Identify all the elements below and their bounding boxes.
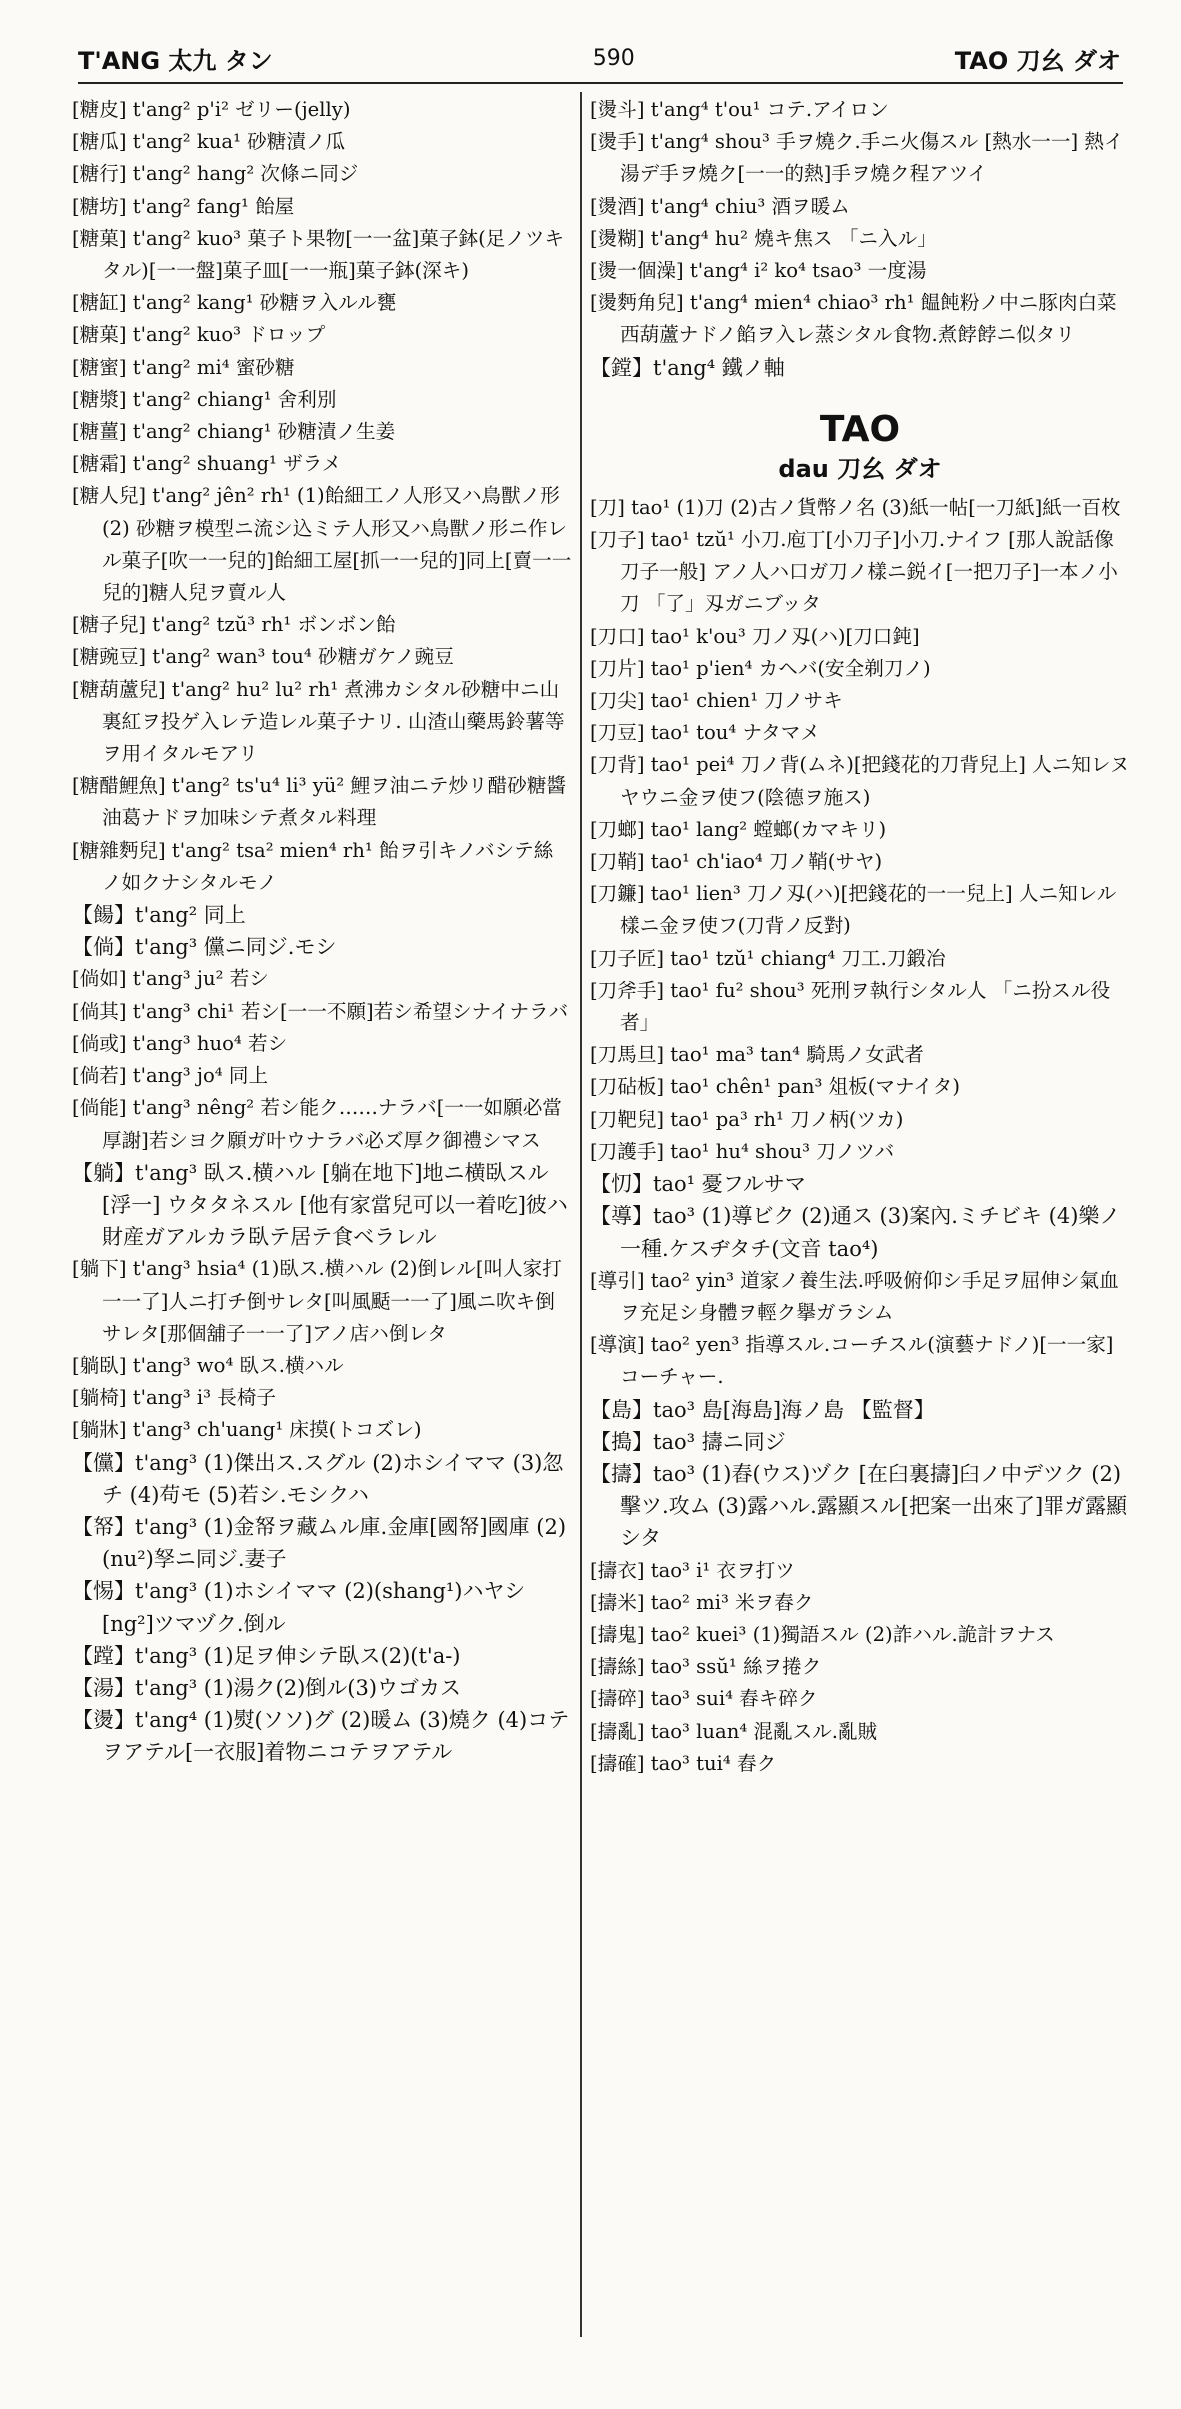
dictionary-entry: 【躺】t'ang³ 臥ス.横ハル [躺在地下]地ニ横臥スル [浮一] ウタタネスル [他有家當兒可以一着吃]彼ハ財産ガアルカラ臥テ居テ食ベラレル bbox=[72, 1160, 568, 1250]
dictionary-entry: [糖坊] t'ang² fang¹ 飴屋 bbox=[72, 194, 295, 218]
dictionary-entry: [刀] tao¹ (1)刀 (2)古ノ貨幣ノ名 (3)紙一帖[一刀紙]紙一百枚 bbox=[590, 495, 1121, 519]
dictionary-entry: [糖蜜] t'ang² mi⁴ 蜜砂糖 bbox=[72, 355, 295, 379]
dictionary-entry: [擣碎] tao³ sui⁴ 舂キ碎ク bbox=[590, 1687, 818, 1711]
dictionary-entry: 【鏜】t'ang⁴ 鐵ノ軸 bbox=[590, 355, 785, 380]
dictionary-entry: [刀鐮] tao¹ lien³ 刀ノ刄(ハ)[把錢花的一一兒上] 人ニ知レル樣ニ金ヲ使フ(刀背ノ反對) bbox=[590, 882, 1117, 938]
dictionary-entry: [糖行] t'ang² hang² 次條ニ同ジ bbox=[72, 162, 359, 186]
header-left: T'ANG 太九 タン bbox=[78, 46, 273, 75]
dictionary-entry: [擣確] tao³ tui⁴ 舂ク bbox=[590, 1751, 777, 1775]
dictionary-entry: [倘如] t'ang³ ju² 若シ bbox=[72, 967, 269, 991]
header-right: TAO 刀幺 ダオ bbox=[954, 46, 1121, 75]
dictionary-entry: [刀豆] tao¹ tou⁴ ナタマメ bbox=[590, 721, 820, 745]
dictionary-entry: [糖子兒] t'ang² tzŭ³ rh¹ ボンボン飴 bbox=[72, 613, 396, 637]
dictionary-entry: [擣衣] tao³ i¹ 衣ヲ打ツ bbox=[590, 1558, 795, 1582]
dictionary-entry: [燙糊] t'ang⁴ hu² 燒キ焦ス 「ニ入ル」 bbox=[590, 226, 937, 250]
dictionary-entry: [糖醋鯉魚] t'ang² ts'u⁴ li³ yü² 鯉ヲ油ニテ炒リ醋砂糖醬油葛ナドヲ加味シテ煮タル料理 bbox=[72, 774, 567, 830]
dictionary-entry: [糖瓜] t'ang² kua¹ 砂糖漬ノ瓜 bbox=[72, 130, 346, 154]
dictionary-entry: 【倘】t'ang³ 儻ニ同ジ.モシ bbox=[72, 935, 337, 960]
dictionary-entry: 【蹚】t'ang³ (1)足ヲ伸シテ臥ス(2)(t'a-) bbox=[72, 1643, 461, 1668]
dictionary-entry: [刀砧板] tao¹ chên¹ pan³ 俎板(マナイタ) bbox=[590, 1075, 961, 1099]
dictionary-entry: 【燙】t'ang⁴ (1)熨(ソソ)グ (2)暖ム (3)燒ク (4)コテヲアテル[一衣服]着物ニコテヲアテル bbox=[72, 1708, 570, 1765]
dictionary-entry: [燙麪角兒] t'ang⁴ mien⁴ chiao³ rh¹ 饂飩粉ノ中ニ豚肉白菜西葫蘆ナドノ餡ヲ入レ蒸シタル食物.煮餑餑ニ似タリ bbox=[590, 291, 1117, 347]
dictionary-entry: [刀尖] tao¹ chien¹ 刀ノサキ bbox=[590, 689, 843, 713]
dictionary-entry: [燙斗] t'ang⁴ t'ou¹ コテ.アイロン bbox=[590, 98, 889, 121]
dictionary-entry: [倘若] t'ang³ jo⁴ 同上 bbox=[72, 1064, 269, 1088]
dictionary-entry: [燙一個澡] t'ang⁴ i² ko⁴ tsao³ 一度湯 bbox=[590, 259, 927, 283]
dictionary-entry: [擣鬼] tao² kuei³ (1)獨語スル (2)詐ハル.詭計ヲナス bbox=[590, 1622, 1055, 1646]
dictionary-entry: [躺下] t'ang³ hsia⁴ (1)臥ス.横ハル (2)倒レル[叫人家打一一了]人ニ打チ倒サレタ[叫風颳一一了]風ニ吹キ倒サレタ[那個舖子一一了]アノ店ハ倒レタ bbox=[72, 1257, 562, 1345]
dictionary-entry: [燙酒] t'ang⁴ chiu³ 酒ヲ暖ム bbox=[590, 194, 850, 218]
dictionary-entry: [倘能] t'ang³ nêng² 若シ能ク……ナラバ[一一如願必當厚謝]若シヨク願ガ叶ウナラバ必ズ厚ク御禮シマス bbox=[72, 1096, 562, 1152]
left-column bbox=[72, 94, 572, 1769]
dictionary-entry: 【擣】tao³ (1)舂(ウス)ヅク [在臼裏擣]臼ノ中デツク (2)擊ツ.攻ム (3)露ハル.露顯スル[把案一出來了]罪ガ露顯シタ bbox=[590, 1461, 1128, 1551]
dictionary-entry: [糖缸] t'ang² kang¹ 砂糖ヲ入ルル甕 bbox=[72, 291, 397, 315]
column-divider bbox=[580, 92, 582, 2337]
dictionary-entry: [糖漿] t'ang² chiang¹ 舍利別 bbox=[72, 387, 337, 411]
page-number: 590 bbox=[592, 45, 635, 71]
dictionary-entry: [糖菓] t'ang² kuo³ 菓子ト果物[一一盆]菓子鉢(足ノツキタル)[一一盤]菓子皿[一一瓶]菓子鉢(深キ) bbox=[72, 226, 565, 283]
dictionary-entry: 【餳】t'ang² 同上 bbox=[72, 903, 246, 928]
dictionary-entry: [刀子匠] tao¹ tzŭ¹ chiang⁴ 刀工.刀鍛冶 bbox=[590, 946, 946, 970]
dictionary-entry: [糖薑] t'ang² chiang¹ 砂糖漬ノ生姜 bbox=[72, 420, 396, 444]
dictionary-entry: 【儻】t'ang³ (1)傑出ス.スグル (2)ホシイママ (3)忽チ (4)苟モ (5)若シ.モシクハ bbox=[72, 1450, 564, 1507]
dictionary-entry: [躺臥] t'ang³ wo⁴ 臥ス.横ハル bbox=[72, 1353, 344, 1377]
dictionary-entry: 【導】tao³ (1)導ビク (2)通ス (3)案內.ミチビキ (4)樂ノ一種.ケスヂタチ(文音 tao⁴) bbox=[590, 1204, 1121, 1261]
dictionary-entry: [糖人兒] t'ang² jên² rh¹ (1)飴細工ノ人形又ハ鳥獸ノ形 (2) 砂糖ヲ模型ニ流シ込ミテ人形又ハ鳥獸ノ形ニ作レル菓子[吹一一兒的]飴細工屋[抓一一兒的]同上[賣一一兒的]糖人兒ヲ賣ル人 bbox=[72, 484, 572, 605]
dictionary-entry: [導演] tao² yen³ 指導スル.コーチスル(演藝ナドノ)[一一家] コーチャー. bbox=[590, 1333, 1114, 1389]
dictionary-entry: 【搗】tao³ 擣ニ同ジ bbox=[590, 1429, 786, 1454]
dictionary-entry: [擣米] tao² mi³ 米ヲ舂ク bbox=[590, 1590, 814, 1614]
dictionary-entry: 【島】tao³ 島[海島]海ノ島 【監督】 bbox=[590, 1397, 935, 1422]
dictionary-entry: [倘其] t'ang³ chi¹ 若シ[一一不願]若シ希望シナイナラバ bbox=[72, 999, 569, 1023]
dictionary-entry: [刀靶兒] tao¹ pa³ rh¹ 刀ノ柄(ツカ) bbox=[590, 1107, 904, 1131]
header-rule bbox=[78, 82, 1123, 84]
section-title: TAO bbox=[819, 408, 901, 450]
dictionary-entry: [刀馬旦] tao¹ ma³ tan⁴ 騎馬ノ女武者 bbox=[590, 1043, 924, 1067]
dictionary-entry: [倘或] t'ang³ huo⁴ 若シ bbox=[72, 1031, 288, 1055]
section-subtitle: dau 刀幺 ダオ bbox=[778, 454, 942, 483]
dictionary-entry: [躺牀] t'ang³ ch'uang¹ 床摸(トコズレ) bbox=[72, 1418, 422, 1442]
dictionary-entry: [糖皮] t'ang² p'i² ゼリー(jelly) bbox=[72, 98, 351, 121]
dictionary-entry: [刀背] tao¹ pei⁴ 刀ノ背(ムネ)[把錢花的刀背兒上] 人ニ知レヌヤウニ金ヲ使フ(陰德ヲ施ス) bbox=[590, 753, 1130, 809]
dictionary-entry: [刀片] tao¹ p'ien⁴ カヘバ(安全剃刀ノ) bbox=[590, 656, 931, 680]
dictionary-entry: [刀護手] tao¹ hu⁴ shou³ 刀ノツバ bbox=[590, 1139, 895, 1163]
dictionary-entry: 【湯】t'ang³ (1)湯ク(2)倒ル(3)ウゴカス bbox=[72, 1675, 462, 1700]
dictionary-entry: [糖霜] t'ang² shuang¹ ザラメ bbox=[72, 452, 342, 476]
dictionary-entry: [擣亂] tao³ luan⁴ 混亂スル.亂賊 bbox=[590, 1719, 878, 1743]
dictionary-entry: [刀螂] tao¹ lang² 螳螂(カマキリ) bbox=[590, 817, 887, 841]
dictionary-entry: 【惕】t'ang³ (1)ホシイママ (2)(shang¹)ハヤシ [ng²]ツマヅク.倒ル bbox=[72, 1579, 526, 1636]
dictionary-entry: [刀子] tao¹ tzŭ¹ 小刀.庖丁[小刀子]小刀.ナイフ [那人說話像刀子一般] アノ人ハ口ガ刀ノ樣ニ鋭イ[一把刀子]一本ノ小刀 「了」刄ガニブッタ bbox=[590, 528, 1118, 616]
dictionary-entry: [躺椅] t'ang³ i³ 長椅子 bbox=[72, 1386, 277, 1410]
section-heading bbox=[590, 408, 1130, 486]
dictionary-entry: [糖雜麪兒] t'ang² tsa² mien⁴ rh¹ 飴ヲ引キノバシテ絲ノ如クナシタルモノ bbox=[72, 838, 554, 894]
dictionary-entry: [糖豌豆] t'ang² wan³ tou⁴ 砂糖ガケノ豌豆 bbox=[72, 645, 454, 669]
dictionary-entry: [擣絲] tao³ ssŭ¹ 絲ヲ捲ク bbox=[590, 1655, 822, 1679]
running-header bbox=[78, 38, 1121, 78]
dictionary-entry: [糖菓] t'ang² kuo³ ドロップ bbox=[72, 323, 326, 347]
dictionary-entry: 【忉】tao¹ 憂フルサマ bbox=[590, 1172, 806, 1197]
dictionary-entry: [刀鞘] tao¹ ch'iao⁴ 刀ノ鞘(サヤ) bbox=[590, 850, 883, 874]
dictionary-entry: [刀口] tao¹ k'ou³ 刀ノ刄(ハ)[刀口鈍] bbox=[590, 624, 920, 648]
dictionary-entry: 【帑】t'ang³ (1)金帑ヲ藏ムル庫.金庫[國帑]國庫 (2)(nu²)孥ニ同ジ.妻子 bbox=[72, 1514, 567, 1572]
dictionary-entry: [刀斧手] tao¹ fu² shou³ 死刑ヲ執行シタル人 「ニ扮スル役者」 bbox=[590, 978, 1111, 1035]
dictionary-entry: [燙手] t'ang⁴ shou³ 手ヲ燒ク.手ニ火傷スル [熱水一一] 熱イ湯デ手ヲ燒ク[一一的熱]手ヲ燒ク程アツイ bbox=[590, 130, 1124, 186]
right-column bbox=[590, 94, 1130, 1780]
dictionary-entry: [糖葫蘆兒] t'ang² hu² lu² rh¹ 煮沸カシタル砂糖中ニ山裏紅ヲ投ゲ入レテ造レル菓子ナリ. 山渣山藥馬鈴薯等ヲ用イタルモアリ bbox=[72, 677, 565, 766]
dictionary-entry: [導引] tao² yin³ 道家ノ養生法.呼吸俯仰シ手足ヲ屈伸シ氣血ヲ充足シ身體ヲ輕ク擧ガラシム bbox=[590, 1268, 1119, 1324]
